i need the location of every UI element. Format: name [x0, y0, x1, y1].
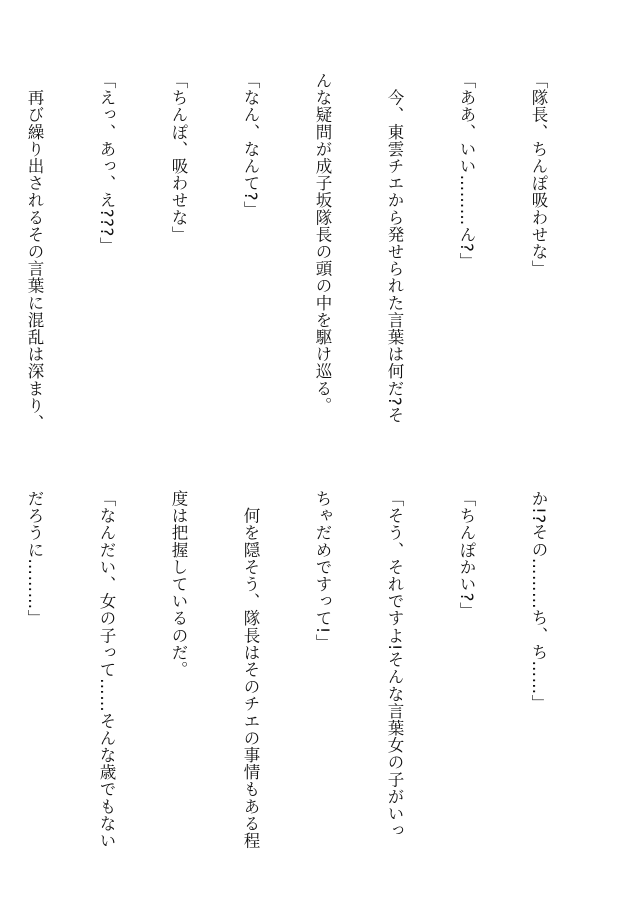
text-line: ちゃだめですって!」	[313, 490, 332, 652]
text-line: 「ちんぽかい?」	[457, 490, 476, 620]
text-line: 「ちんぽ、吸わせな」	[169, 72, 188, 243]
text-line: 「隊長、ちんぽ吸わせな」	[529, 72, 548, 278]
text-line: 「そう、それですよ!そんな言葉女の子がいっ	[385, 490, 404, 840]
text-line: 「なん、なんて?」	[241, 72, 260, 219]
text-line: だろうに………」	[25, 490, 44, 627]
upper-text-block	[25, 72, 598, 452]
text-line: 度は把握しているのだ。	[169, 490, 188, 679]
text-line: 再び繰り出されるその言葉に混乱は深まり、	[25, 72, 44, 432]
text-line: か!?その………ち、ち……」	[529, 490, 548, 712]
text-line: 「ああ、いい………ん?」	[457, 72, 476, 270]
lower-text-block	[25, 490, 598, 870]
text-line: 今、東雲チエから発せられた言葉は何だ?そ	[385, 72, 404, 424]
text-line: 何を隠そう、隊長はそのチエの事情もある程	[241, 490, 260, 850]
text-line: 「えっ、あっ、え???」	[97, 72, 116, 254]
text-line: んな疑問が成子坂隊長の頭の中を駆け巡る。	[313, 72, 332, 414]
text-line: 「なんだい、女の子って……そんな歳でもない	[97, 490, 116, 850]
